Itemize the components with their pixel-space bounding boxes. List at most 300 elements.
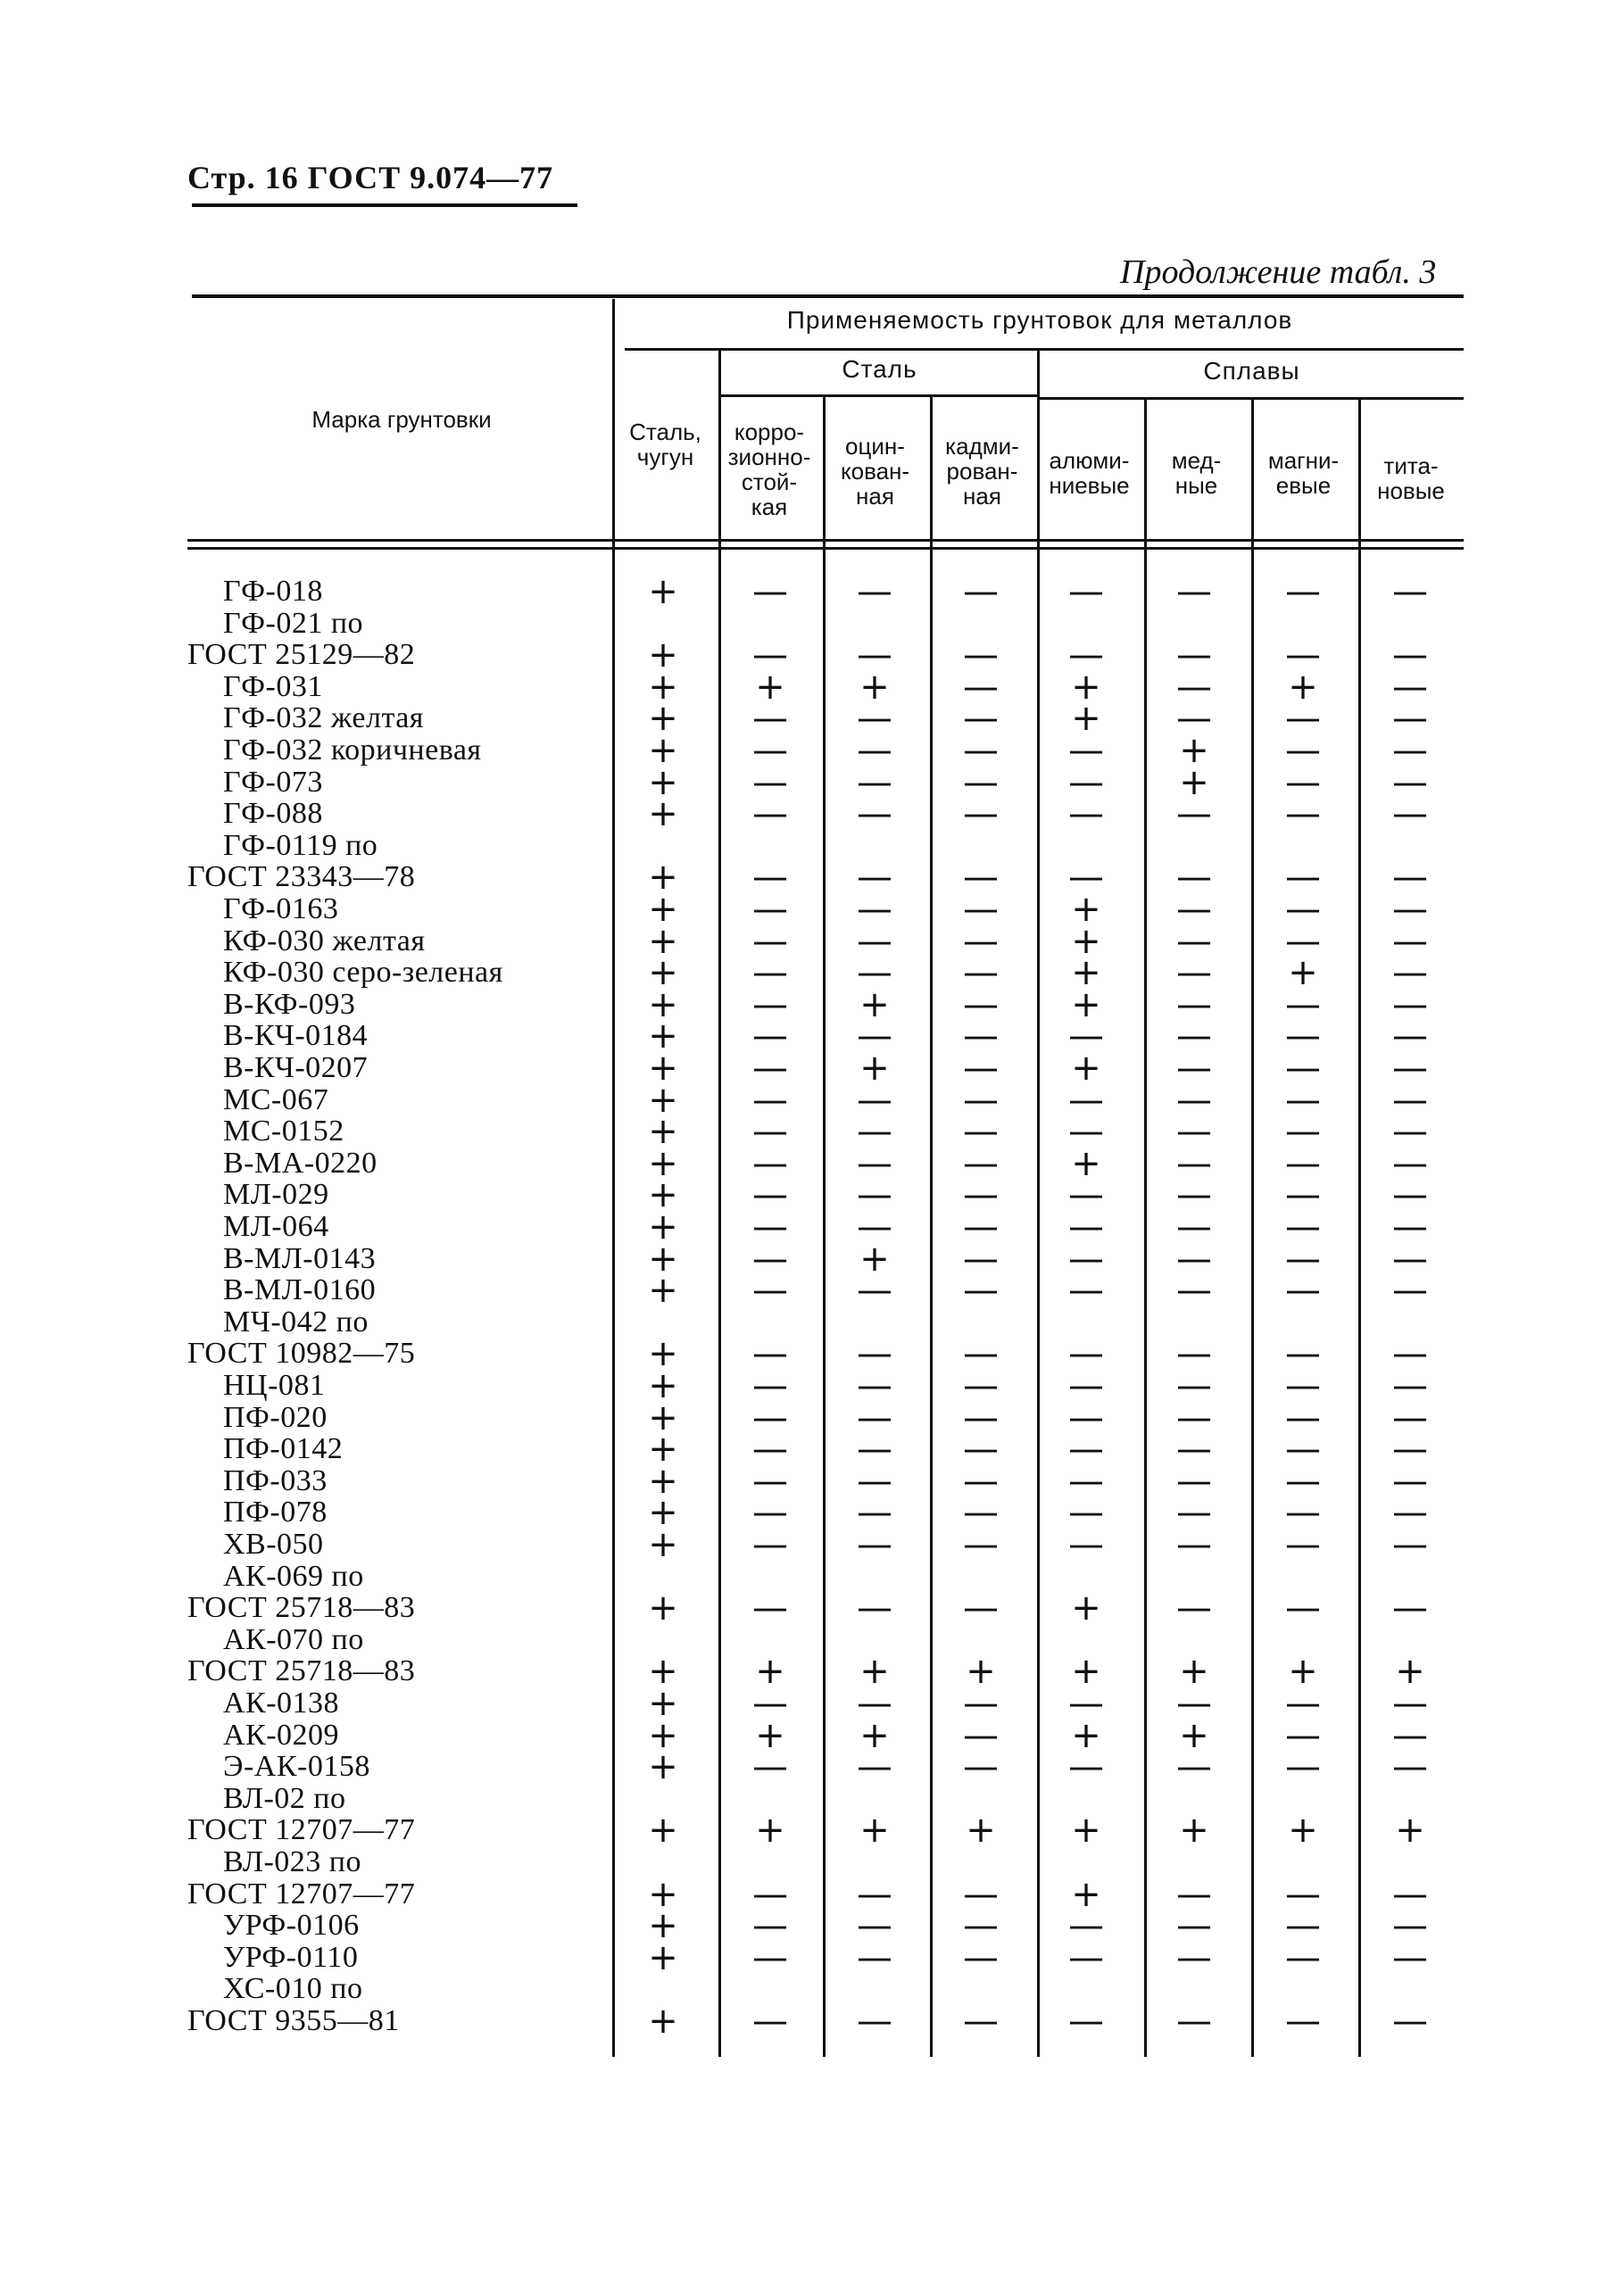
- dash-mark: —: [752, 793, 788, 835]
- plus-mark: +: [755, 1810, 785, 1852]
- plus-mark: +: [648, 1174, 678, 1216]
- dash-mark: —: [1068, 1270, 1104, 1312]
- dash-mark: —: [752, 1492, 788, 1534]
- dash-mark: —: [1176, 952, 1212, 994]
- dash-mark: —: [1176, 1683, 1212, 1724]
- plus-mark: +: [648, 1651, 678, 1693]
- dash-mark: —: [1285, 1905, 1321, 1947]
- dash-mark: —: [1285, 730, 1321, 771]
- dash-mark: —: [1285, 1714, 1321, 1756]
- dash-mark: —: [1176, 2001, 1212, 2042]
- plus-mark: +: [1288, 952, 1318, 994]
- dash-mark: —: [1285, 1587, 1321, 1629]
- dash-mark: —: [1068, 1015, 1104, 1057]
- dash-mark: —: [1392, 1683, 1428, 1724]
- dash-mark: —: [1392, 920, 1428, 962]
- dash-mark: —: [752, 1397, 788, 1438]
- plus-mark: +: [648, 698, 678, 740]
- dash-mark: —: [963, 1524, 999, 1565]
- dash-mark: —: [1392, 1429, 1428, 1471]
- dash-mark: —: [752, 1238, 788, 1280]
- plus-mark: +: [1288, 666, 1318, 708]
- dash-mark: —: [752, 857, 788, 899]
- row-label: ПФ-0142: [223, 1432, 344, 1466]
- dash-mark: —: [752, 920, 788, 962]
- row-label: ГОСТ 10982—75: [187, 1337, 416, 1371]
- steel-subgroup-rule: [721, 394, 1038, 397]
- dash-mark: —: [1392, 889, 1428, 930]
- dash-mark: —: [1068, 1492, 1104, 1534]
- plus-mark: +: [648, 1048, 678, 1089]
- dash-mark: —: [1068, 1365, 1104, 1406]
- column-divider: [718, 348, 721, 2057]
- plus-mark: +: [1071, 698, 1101, 740]
- plus-mark: +: [648, 1238, 678, 1280]
- plus-mark: +: [648, 2001, 678, 2042]
- dash-mark: —: [1285, 889, 1321, 930]
- dash-mark: —: [857, 1333, 892, 1375]
- dash-mark: —: [1285, 1015, 1321, 1057]
- plus-mark: +: [966, 1810, 996, 1852]
- dash-mark: —: [1068, 1397, 1104, 1438]
- dash-mark: —: [857, 730, 892, 771]
- column-header: мед- ные: [1171, 447, 1222, 499]
- dash-mark: —: [1285, 1270, 1321, 1312]
- dash-mark: —: [1285, 698, 1321, 740]
- plus-mark: +: [648, 1746, 678, 1788]
- row-label: ГФ-021 по: [223, 606, 364, 640]
- plus-mark: +: [648, 1905, 678, 1947]
- plus-mark: +: [648, 761, 678, 803]
- dash-mark: —: [1176, 1365, 1212, 1406]
- header-underline: [192, 203, 577, 207]
- plus-mark: +: [648, 1587, 678, 1629]
- row-label: ГФ-032 коричневая: [223, 734, 482, 767]
- dash-mark: —: [963, 1238, 999, 1280]
- plus-mark: +: [648, 1111, 678, 1153]
- row-label: ХВ-050: [223, 1528, 324, 1561]
- dash-mark: —: [752, 1683, 788, 1724]
- dash-mark: —: [752, 1333, 788, 1375]
- plus-mark: +: [859, 666, 890, 708]
- plus-mark: +: [648, 793, 678, 835]
- header-bottom-rule-1: [187, 539, 1464, 542]
- dash-mark: —: [1068, 1460, 1104, 1502]
- dash-mark: —: [1068, 730, 1104, 771]
- dash-mark: —: [857, 571, 892, 612]
- column-divider: [1144, 400, 1147, 2057]
- row-label: ПФ-033: [223, 1463, 328, 1497]
- row-label: МЛ-064: [223, 1210, 329, 1243]
- dash-mark: —: [752, 1015, 788, 1057]
- plus-mark: +: [648, 666, 678, 708]
- row-label: Э-АК-0158: [223, 1750, 370, 1784]
- dash-mark: —: [857, 698, 892, 740]
- dash-mark: —: [857, 1174, 892, 1216]
- plus-mark: +: [1395, 1651, 1425, 1693]
- row-label: ГОСТ 12707—77: [187, 1813, 416, 1847]
- dash-mark: —: [963, 698, 999, 740]
- dash-mark: —: [752, 1174, 788, 1216]
- dash-mark: —: [857, 1746, 892, 1788]
- dash-mark: —: [752, 1587, 788, 1629]
- dash-mark: —: [1176, 1270, 1212, 1312]
- dash-mark: —: [963, 1460, 999, 1502]
- plus-mark: +: [1071, 1651, 1101, 1693]
- plus-mark: +: [1179, 1714, 1209, 1756]
- dash-mark: —: [963, 1873, 999, 1915]
- row-label: НЦ-081: [223, 1369, 326, 1402]
- dash-mark: —: [1176, 1048, 1212, 1089]
- dash-mark: —: [857, 1429, 892, 1471]
- dash-mark: —: [752, 698, 788, 740]
- dash-mark: —: [752, 1270, 788, 1312]
- dash-mark: —: [752, 634, 788, 676]
- dash-mark: —: [857, 1936, 892, 1978]
- dash-mark: —: [1068, 1206, 1104, 1247]
- table-top-rule: [192, 294, 1464, 298]
- column-header-primer-brand: Марка грунтовки: [311, 406, 492, 433]
- plus-mark: +: [648, 1270, 678, 1312]
- dash-mark: —: [1285, 1492, 1321, 1534]
- dash-mark: —: [963, 889, 999, 930]
- dash-mark: —: [1285, 920, 1321, 962]
- dash-mark: —: [857, 1111, 892, 1153]
- column-divider: [1251, 400, 1254, 2057]
- dash-mark: —: [1176, 1333, 1212, 1375]
- dash-mark: —: [752, 1429, 788, 1471]
- dash-mark: —: [1176, 1873, 1212, 1915]
- dash-mark: —: [857, 1683, 892, 1724]
- plus-mark: +: [648, 1873, 678, 1915]
- dash-mark: —: [752, 1206, 788, 1247]
- dash-mark: —: [1392, 1397, 1428, 1438]
- dash-mark: —: [1392, 698, 1428, 740]
- dash-mark: —: [857, 634, 892, 676]
- dash-mark: —: [1392, 1174, 1428, 1216]
- group-header-alloys: Сплавы: [1203, 357, 1300, 385]
- plus-mark: +: [648, 1079, 678, 1121]
- dash-mark: —: [752, 1142, 788, 1184]
- dash-mark: —: [1285, 1429, 1321, 1471]
- dash-mark: —: [963, 983, 999, 1025]
- dash-mark: —: [857, 1206, 892, 1247]
- dash-mark: —: [1068, 1746, 1104, 1788]
- dash-mark: —: [857, 1270, 892, 1312]
- dash-mark: —: [857, 2001, 892, 2042]
- dash-mark: —: [1285, 1873, 1321, 1915]
- dash-mark: —: [752, 1905, 788, 1947]
- dash-mark: —: [1392, 1015, 1428, 1057]
- plus-mark: +: [648, 1714, 678, 1756]
- dash-mark: —: [752, 952, 788, 994]
- dash-mark: —: [1068, 793, 1104, 835]
- row-label: КФ-030 желтая: [223, 924, 426, 957]
- plus-mark: +: [648, 952, 678, 994]
- plus-mark: +: [648, 889, 678, 930]
- plus-mark: +: [648, 1460, 678, 1502]
- dash-mark: —: [1176, 889, 1212, 930]
- plus-mark: +: [648, 1429, 678, 1471]
- row-label: ГОСТ 23343—78: [187, 860, 416, 894]
- plus-mark: +: [648, 920, 678, 962]
- dash-mark: —: [752, 1746, 788, 1788]
- plus-mark: +: [1179, 730, 1209, 771]
- dash-mark: —: [1285, 1365, 1321, 1406]
- dash-mark: —: [1285, 1460, 1321, 1502]
- dash-mark: —: [1392, 1936, 1428, 1978]
- dash-mark: —: [963, 1079, 999, 1121]
- plus-mark: +: [648, 1333, 678, 1375]
- dash-mark: —: [857, 761, 892, 803]
- dash-mark: —: [1176, 1492, 1212, 1534]
- row-label: ПФ-020: [223, 1400, 328, 1434]
- dash-mark: —: [1068, 1174, 1104, 1216]
- dash-mark: —: [963, 1429, 999, 1471]
- row-label: ХС-010 по: [223, 1972, 363, 2006]
- row-label: ВЛ-02 по: [223, 1781, 346, 1815]
- dash-mark: —: [963, 1174, 999, 1216]
- dash-mark: —: [963, 1492, 999, 1534]
- plus-mark: +: [755, 1651, 785, 1693]
- dash-mark: —: [1176, 1142, 1212, 1184]
- dash-mark: —: [1392, 793, 1428, 835]
- row-label: АК-0138: [223, 1687, 340, 1720]
- dash-mark: —: [752, 1460, 788, 1502]
- dash-mark: —: [1392, 1365, 1428, 1406]
- plus-mark: +: [648, 1810, 678, 1852]
- dash-mark: —: [1392, 1142, 1428, 1184]
- plus-mark: +: [648, 1206, 678, 1247]
- dash-mark: —: [857, 952, 892, 994]
- plus-mark: +: [1179, 761, 1209, 803]
- dash-mark: —: [963, 920, 999, 962]
- plus-mark: +: [1288, 1810, 1318, 1852]
- group-header-rule: [625, 348, 1464, 351]
- dash-mark: —: [1176, 634, 1212, 676]
- plus-mark: +: [648, 1397, 678, 1438]
- dash-mark: —: [963, 1333, 999, 1375]
- group-header-steel: Сталь: [842, 355, 917, 383]
- row-label: ГОСТ 25129—82: [187, 638, 416, 672]
- dash-mark: —: [1285, 761, 1321, 803]
- plus-mark: +: [859, 1714, 890, 1756]
- dash-mark: —: [1068, 634, 1104, 676]
- dash-mark: —: [857, 793, 892, 835]
- plus-mark: +: [648, 1142, 678, 1184]
- dash-mark: —: [1068, 1238, 1104, 1280]
- plus-mark: +: [1071, 889, 1101, 930]
- dash-mark: —: [963, 1111, 999, 1153]
- row-label: ГФ-031: [223, 669, 323, 703]
- dash-mark: —: [1285, 1238, 1321, 1280]
- plus-mark: +: [1071, 1587, 1101, 1629]
- row-label: АК-070 по: [223, 1622, 364, 1656]
- row-label: МС-067: [223, 1082, 329, 1116]
- dash-mark: —: [857, 1015, 892, 1057]
- dash-mark: —: [752, 1111, 788, 1153]
- dash-mark: —: [752, 1873, 788, 1915]
- plus-mark: +: [648, 634, 678, 676]
- plus-mark: +: [648, 1492, 678, 1534]
- dash-mark: —: [1285, 983, 1321, 1025]
- dash-mark: —: [963, 1206, 999, 1247]
- dash-mark: —: [1068, 761, 1104, 803]
- dash-mark: —: [1176, 1524, 1212, 1565]
- row-label: ГФ-018: [223, 575, 323, 608]
- dash-mark: —: [752, 730, 788, 771]
- column-divider: [823, 397, 826, 2057]
- dash-mark: —: [1392, 1873, 1428, 1915]
- row-label: УРФ-0106: [223, 1909, 360, 1943]
- dash-mark: —: [1068, 1333, 1104, 1375]
- dash-mark: —: [752, 1048, 788, 1089]
- dash-mark: —: [963, 571, 999, 612]
- dash-mark: —: [1285, 857, 1321, 899]
- column-header: тита- новые: [1377, 452, 1445, 504]
- dash-mark: —: [857, 1524, 892, 1565]
- dash-mark: —: [1285, 1397, 1321, 1438]
- dash-mark: —: [1392, 1048, 1428, 1089]
- dash-mark: —: [963, 2001, 999, 2042]
- plus-mark: +: [1071, 1142, 1101, 1184]
- dash-mark: —: [1392, 983, 1428, 1025]
- dash-mark: —: [1068, 1079, 1104, 1121]
- dash-mark: —: [963, 857, 999, 899]
- row-label: МЛ-029: [223, 1178, 329, 1212]
- dash-mark: —: [1392, 1270, 1428, 1312]
- plus-mark: +: [648, 730, 678, 771]
- row-label: УРФ-0110: [223, 1940, 359, 1974]
- dash-mark: —: [1176, 1174, 1212, 1216]
- dash-mark: —: [1176, 1936, 1212, 1978]
- dash-mark: —: [1176, 1111, 1212, 1153]
- header-bottom-rule-2: [187, 547, 1464, 550]
- row-label: ГФ-0163: [223, 892, 339, 925]
- row-label: ВЛ-023 по: [223, 1845, 361, 1878]
- dash-mark: —: [963, 666, 999, 708]
- plus-mark: +: [648, 1683, 678, 1724]
- dash-mark: —: [1176, 666, 1212, 708]
- dash-mark: —: [1176, 920, 1212, 962]
- dash-mark: —: [1285, 571, 1321, 612]
- column-divider: [1037, 348, 1040, 2057]
- plus-mark: +: [859, 983, 890, 1025]
- plus-mark: +: [1071, 1810, 1101, 1852]
- plus-mark: +: [1071, 920, 1101, 962]
- dash-mark: —: [752, 571, 788, 612]
- dash-mark: —: [1392, 857, 1428, 899]
- plus-mark: +: [648, 1524, 678, 1565]
- dash-mark: —: [1392, 1746, 1428, 1788]
- dash-mark: —: [1176, 1397, 1212, 1438]
- dash-mark: —: [1392, 2001, 1428, 2042]
- row-label: В-МЛ-0143: [223, 1241, 377, 1275]
- dash-mark: —: [1068, 2001, 1104, 2042]
- dash-mark: —: [1392, 1714, 1428, 1756]
- dash-mark: —: [1285, 1936, 1321, 1978]
- dash-mark: —: [1068, 1936, 1104, 1978]
- dash-mark: —: [857, 920, 892, 962]
- dash-mark: —: [1176, 1905, 1212, 1947]
- dash-mark: —: [1392, 1111, 1428, 1153]
- dash-mark: —: [857, 1492, 892, 1534]
- dash-mark: —: [1285, 1174, 1321, 1216]
- plus-mark: +: [1179, 1651, 1209, 1693]
- dash-mark: —: [1176, 1079, 1212, 1121]
- dash-mark: —: [1285, 1111, 1321, 1153]
- dash-mark: —: [963, 730, 999, 771]
- dash-mark: —: [1176, 571, 1212, 612]
- plus-mark: +: [859, 1048, 890, 1089]
- dash-mark: —: [857, 857, 892, 899]
- plus-mark: +: [648, 571, 678, 612]
- row-label: МЧ-042 по: [223, 1305, 369, 1339]
- dash-mark: —: [1392, 666, 1428, 708]
- plus-mark: +: [1071, 1048, 1101, 1089]
- row-label: В-МЛ-0160: [223, 1273, 377, 1307]
- dash-mark: —: [963, 1015, 999, 1057]
- plus-mark: +: [859, 1238, 890, 1280]
- row-label: ГФ-073: [223, 765, 323, 799]
- plus-mark: +: [1179, 1810, 1209, 1852]
- dash-mark: —: [857, 1142, 892, 1184]
- dash-mark: —: [1176, 1238, 1212, 1280]
- dash-mark: —: [857, 1460, 892, 1502]
- dash-mark: —: [1285, 1142, 1321, 1184]
- dash-mark: —: [1068, 1524, 1104, 1565]
- row-label: ГФ-0119 по: [223, 828, 378, 862]
- dash-mark: —: [1392, 1238, 1428, 1280]
- dash-mark: —: [1176, 1206, 1212, 1247]
- table-continuation-caption: Продолжение табл. 3: [1120, 253, 1437, 291]
- dash-mark: —: [1176, 793, 1212, 835]
- dash-mark: —: [1285, 2001, 1321, 2042]
- column-divider: [612, 299, 615, 2057]
- dash-mark: —: [1285, 1206, 1321, 1247]
- plus-mark: +: [755, 666, 785, 708]
- plus-mark: +: [1071, 666, 1101, 708]
- row-label: ГФ-032 желтая: [223, 701, 424, 735]
- row-label: В-МА-0220: [223, 1146, 378, 1180]
- dash-mark: —: [1392, 634, 1428, 676]
- dash-mark: —: [963, 1587, 999, 1629]
- row-label: В-КФ-093: [223, 987, 356, 1021]
- plus-mark: +: [966, 1651, 996, 1693]
- dash-mark: —: [1176, 857, 1212, 899]
- row-label: АК-0209: [223, 1718, 340, 1752]
- dash-mark: —: [1285, 1746, 1321, 1788]
- dash-mark: —: [1176, 1460, 1212, 1502]
- dash-mark: —: [1068, 857, 1104, 899]
- dash-mark: —: [1068, 1111, 1104, 1153]
- dash-mark: —: [752, 761, 788, 803]
- dash-mark: —: [752, 1365, 788, 1406]
- dash-mark: —: [752, 889, 788, 930]
- dash-mark: —: [1068, 1429, 1104, 1471]
- dash-mark: —: [963, 1365, 999, 1406]
- row-label: В-КЧ-0207: [223, 1051, 369, 1084]
- plus-mark: +: [1395, 1810, 1425, 1852]
- dash-mark: —: [963, 1936, 999, 1978]
- plus-mark: +: [648, 983, 678, 1025]
- column-header: оцин- кован- ная: [840, 433, 910, 510]
- row-label: ГОСТ 25718—83: [187, 1654, 416, 1688]
- dash-mark: —: [1392, 1524, 1428, 1565]
- column-header: магни- евые: [1267, 447, 1340, 499]
- column-header: Сталь, чугун: [629, 419, 701, 470]
- dash-mark: —: [1392, 1460, 1428, 1502]
